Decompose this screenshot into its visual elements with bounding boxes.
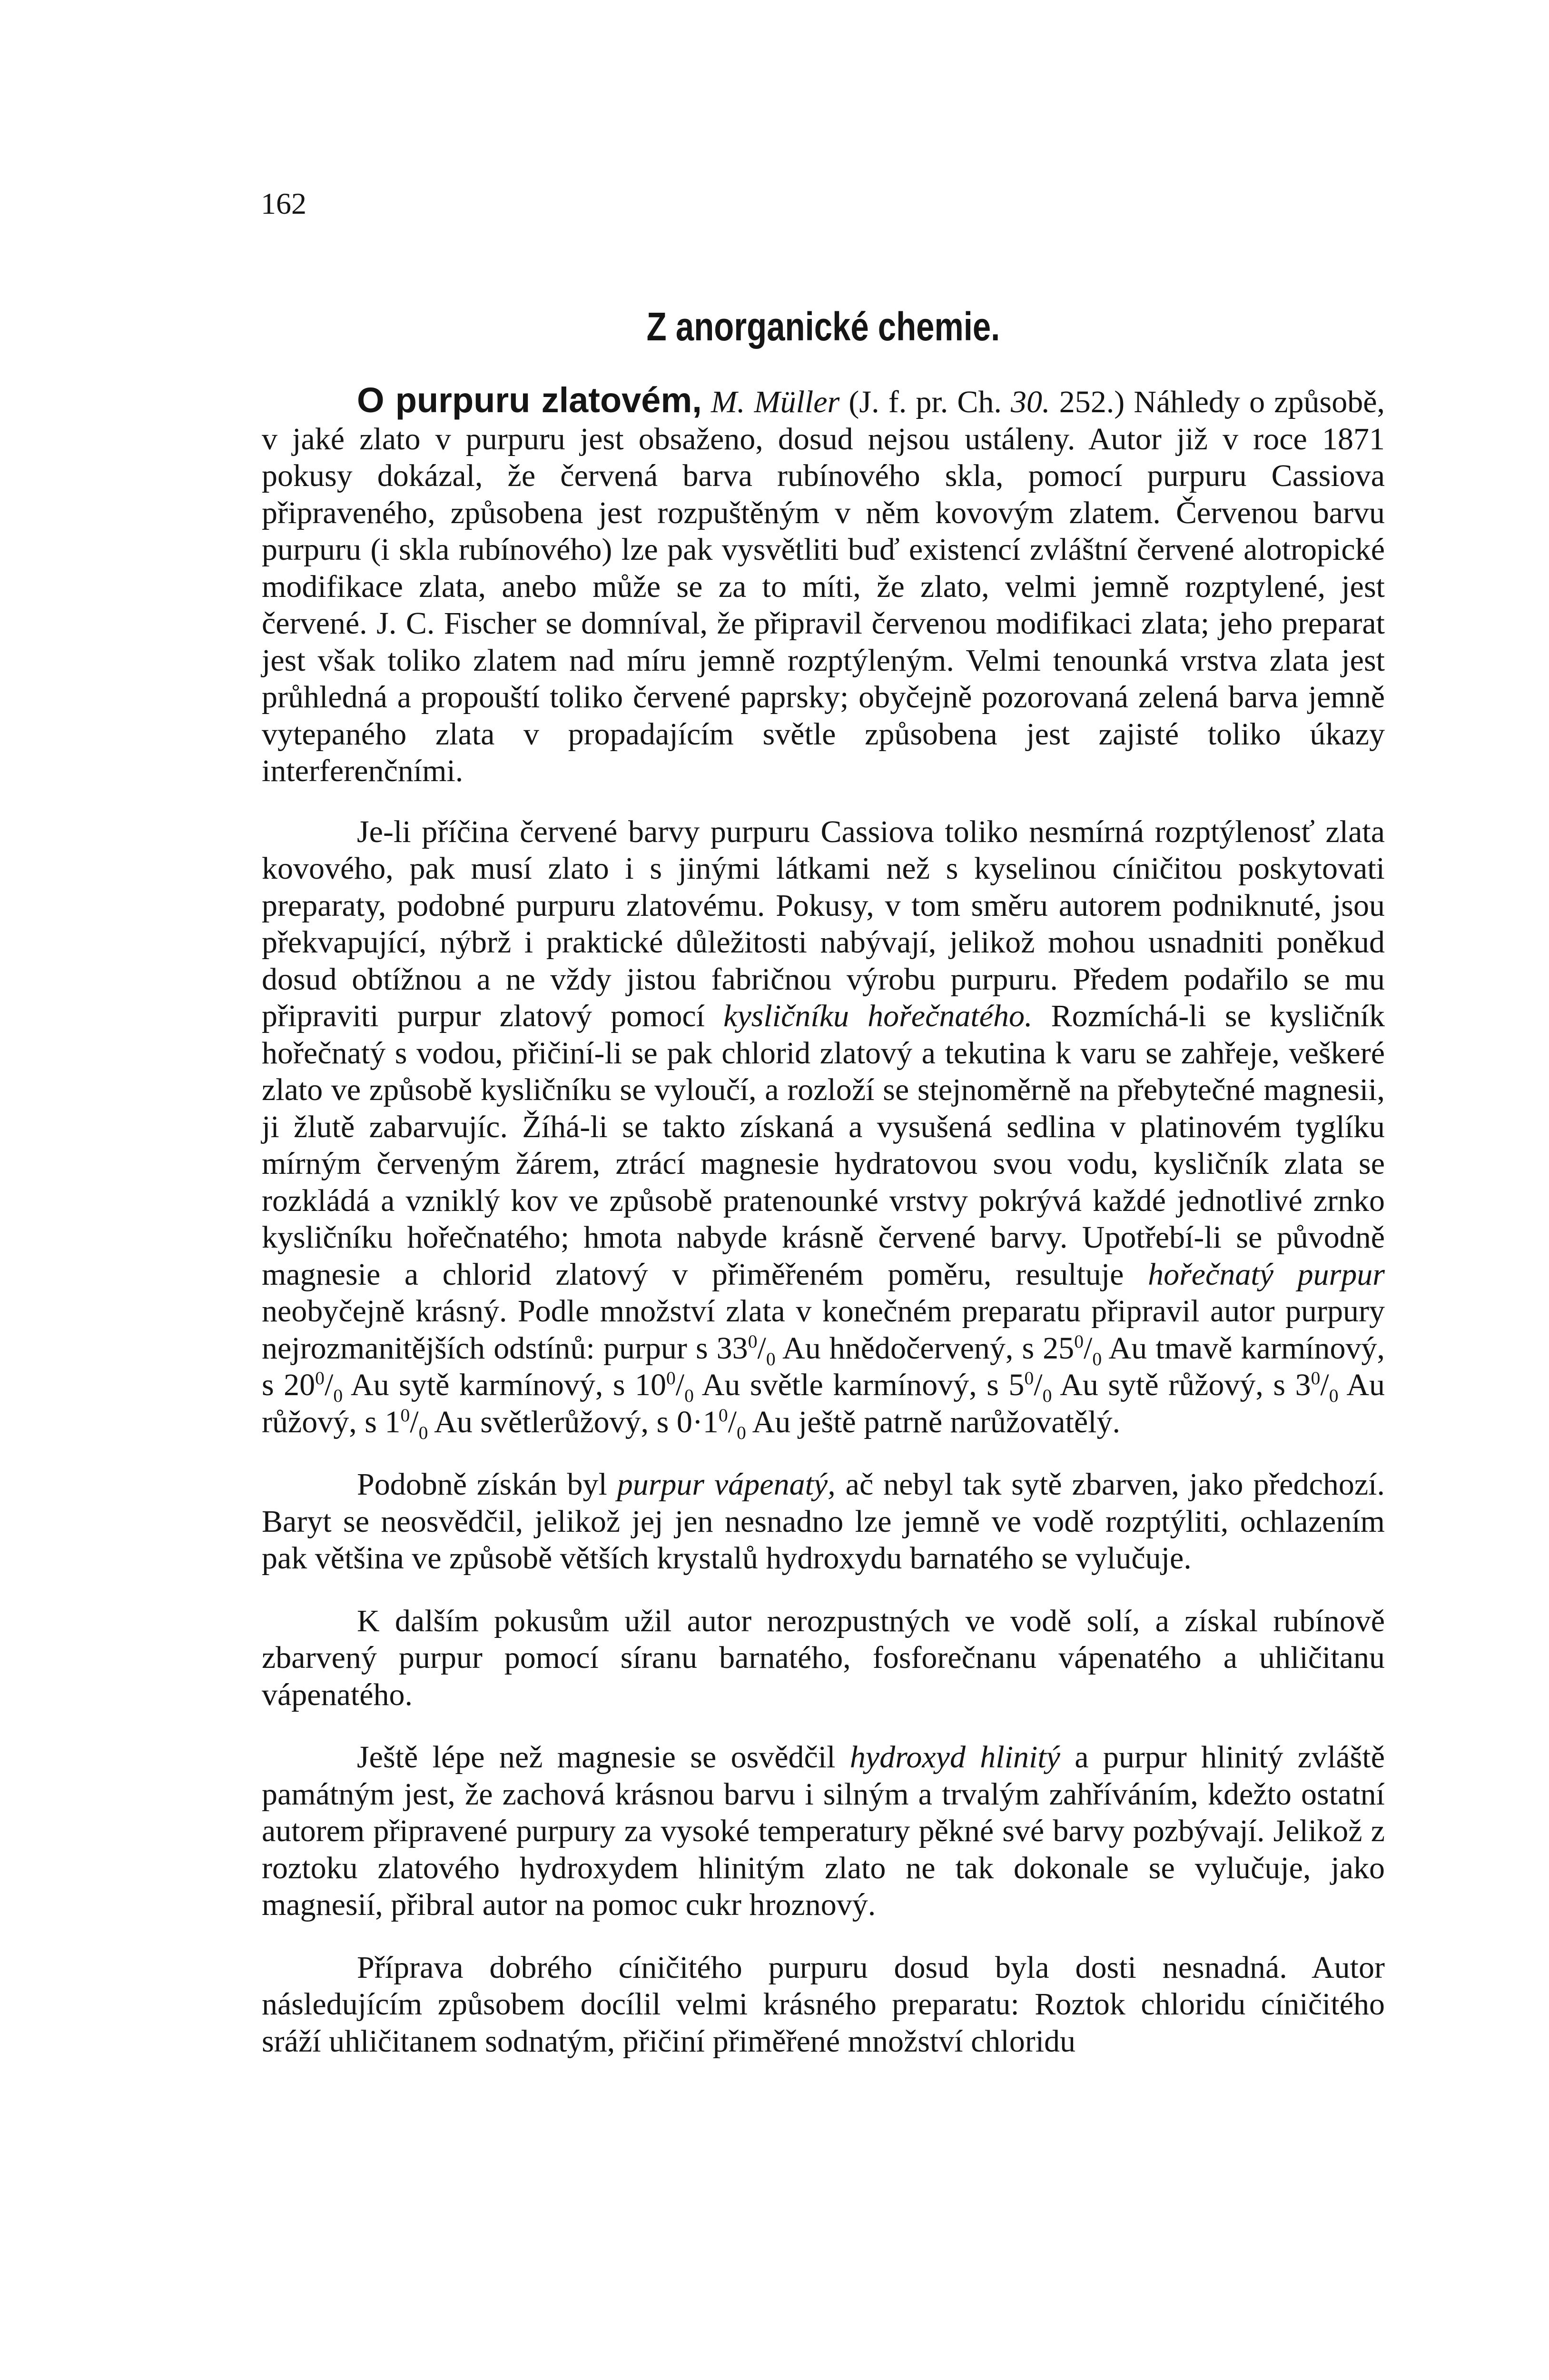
paragraph-2-emphasis-2: hořečnatý purpur	[1148, 1257, 1385, 1292]
paragraph-2-text-i: Au růžový, s 1	[262, 1368, 1385, 1439]
paragraph-2-text-j: Au světlerůžový, s 0·1	[434, 1404, 719, 1439]
paragraph-6: Příprava dobrého cíničitého purpuru dosud byla dosti nesnadná. Autor následujícím způsobem docílil velmi krásného preparatu: Roztok chloridu cíničitého sráží uhličitanem sodnatým, přičiní přiměřené množství chloridu	[262, 1950, 1385, 2059]
paragraph-2-text-e: Au tmavě karmínový, s 20	[262, 1330, 1385, 1403]
percent-slash: /	[1320, 1368, 1329, 1403]
percent-sign-sup: 0	[666, 1368, 676, 1389]
percent-sign-sub: 0	[333, 1385, 343, 1407]
percent-sign-sub: 0	[1092, 1349, 1102, 1370]
paragraph-5-text-a: Ještě lépe než magnesie se osvědčil	[357, 1740, 836, 1775]
paragraph-2-text-h: Au sytě růžový, s 3	[1060, 1368, 1311, 1403]
paragraph-1-text: Náhledy o způsobě, v jaké zlato v purpuru jest obsaženo, dosud nejsou ustáleny. Autor již v roce 1871 pokusy dokázal, že červená barva rubínového skla, pomocí purpuru Cassiova připraveného, způsobena jest rozpuštěným v něm kovovým zlatem. Červenou barvu purpuru (i skla rubínového) lze pak vysvětliti buď existencí zvláštní červené alotropické modifikace zlata, anebo může se za to míti, že zlato, velmi jemně rozptylené, jest červené. J. C. Fischer se domníval, že připravil červenou modifikaci zlata; jeho preparat jest však toliko zlatem nad míru jemně rozptýleným. Velmi tenounká vrstva zlata jest průhledná a propouští toliko červené paprsky; obyčejně pozorovaná zelená barva jemně vytepaného zlata v propadajícím světle způsobena jest zajisté toliko úkazy interferenčními.	[262, 385, 1385, 789]
paragraph-2-text-b: Rozmíchá-li se kysličník hořečnatý s vodou, přičiní-li se pak chlorid zlatový a tekutina k varu se zahřeje, veškeré zlato ve způsobě kysličníku se vyloučí, a rozloží se stejnoměrně na přebytečné magnesii, ji žlutě zabarvujíc. Žíhá-li se takto získaná a vysušená sedlina v platinovém tyglíku mírným červeným žárem, ztrácí magnesie hydratovou svou vodu, kysličník zlata se rozkládá a vzniklý kov ve způsobě pratenounké vrstvy pokrývá každé jednotlivé zrnko kysličníku hořečnatého; hmota nabyde krásně červené barvy. Upotřebí-li se původně magnesie a chlorid zlatový v přiměřeném poměru, resultuje	[262, 999, 1385, 1292]
percent-sign-sup: 0	[315, 1368, 325, 1389]
paragraph-2-text-f: Au sytě karmínový, s 10	[350, 1368, 666, 1403]
percent-sign-sub: 0	[1329, 1385, 1339, 1407]
paragraph-2-text-k: Au ještě patrně narůžovatělý.	[752, 1404, 1120, 1439]
article-author: M. Müller	[710, 385, 840, 420]
percent-sign-sub: 0	[1042, 1385, 1052, 1407]
percent-sign-sub: 0	[736, 1422, 746, 1444]
article-title: O purpuru zlatovém,	[357, 380, 702, 420]
percent-slash: /	[728, 1404, 737, 1439]
paragraph-3-text-b: ač nebyl tak sytě zbarven, jako předchozí. Baryt se neosvědčil, jelikož jej jen nesnadno lze jemně ve vodě rozptýliti, ochlazením pak většina ve způsobě větších krystalů hydroxydu barnatého se vylučuje.	[262, 1467, 1385, 1576]
percent-slash: /	[1034, 1368, 1043, 1403]
percent-slash: /	[1083, 1330, 1093, 1366]
percent-sign-sup: 0	[400, 1404, 410, 1426]
paragraph-4: K dalším pokusům užil autor nerozpustných ve vodě solí, a získal rubínově zbarvený purpur pomocí síranu barnatého, fosforečnanu vápenatého a uhličitanu vápenatého.	[262, 1603, 1385, 1712]
citation-open: (J. f. pr. Ch.	[848, 385, 1002, 420]
section-title: Z anorganické chemie.	[646, 304, 1000, 349]
page-body	[262, 305, 1385, 2085]
paragraph-3-emphasis: purpur vápenatý,	[617, 1467, 836, 1502]
percent-slash: /	[675, 1368, 685, 1403]
paragraph-2	[262, 813, 1385, 1444]
paragraph-3-text-a: Podobně získán byl	[357, 1467, 607, 1502]
percent-sign-sup: 0	[1311, 1368, 1321, 1389]
percent-sign-sub: 0	[766, 1349, 776, 1370]
paragraph-1	[262, 382, 1385, 790]
percent-sign-sub: 0	[418, 1422, 428, 1444]
percent-sign-sup: 0	[718, 1404, 728, 1426]
percent-slash: /	[324, 1368, 334, 1403]
paragraph-5	[262, 1739, 1385, 1924]
page-number: 162	[261, 187, 306, 220]
citation-close: 252.)	[1059, 385, 1125, 420]
citation-volume: 30.	[1011, 385, 1050, 420]
percent-slash: /	[410, 1404, 419, 1439]
paragraph-5-text-b: a purpur hlinitý zvláště památným jest, že zachová krásnou barvu i silným a trvalým zahříváním, kdežto ostatní autorem připravené purpury za vysoké temperatury pěkné své barvy pozbývají. Jelikož z roztoku zlatového hydroxydem hlinitým zlato ne tak dokonale se vylučuje, jako magnesií, přibral autor na pomoc cukr hroznový.	[262, 1740, 1385, 1923]
paragraph-2-text-d: Au hnědočervený, s 25	[782, 1330, 1075, 1366]
paragraph-2-text-a: Je-li příčina červené barvy purpuru Cassiova toliko nesmírná rozptýlenosť zlata kovového, pak musí zlato i s jinými látkami než s kyselinou cíničitou poskytovati preparaty, podobné purpuru zlatovému. Pokusy, v tom směru autorem podniknuté, jsou překvapující, nýbrž i praktické důležitosti nabývají, jelikož mohou usnadniti poněkud dosud obtížnou a ne vždy jistou fabričnou výrobu purpuru. Předem podařilo se mu připraviti purpur zlatový pomocí	[262, 814, 1385, 1034]
paragraph-3	[262, 1466, 1385, 1577]
paragraph-5-emphasis: hydroxyd hlinitý	[849, 1740, 1060, 1775]
percent-sign-sup: 0	[1074, 1330, 1084, 1352]
percent-slash: /	[757, 1330, 766, 1366]
percent-sign-sub: 0	[684, 1385, 694, 1407]
paragraph-2-text-g: Au světle karmínový, s 5	[701, 1368, 1025, 1403]
percent-sign-sup: 0	[748, 1330, 758, 1352]
paragraph-2-text-c: neobyčejně krásný. Podle množství zlata v konečném preparatu připravil autor purpury nejrozmanitějších odstínů: purpur s 33	[262, 1294, 1385, 1366]
percent-sign-sup: 0	[1024, 1368, 1034, 1389]
paragraph-2-emphasis-1: kysličníku hořečnatého.	[723, 999, 1033, 1034]
